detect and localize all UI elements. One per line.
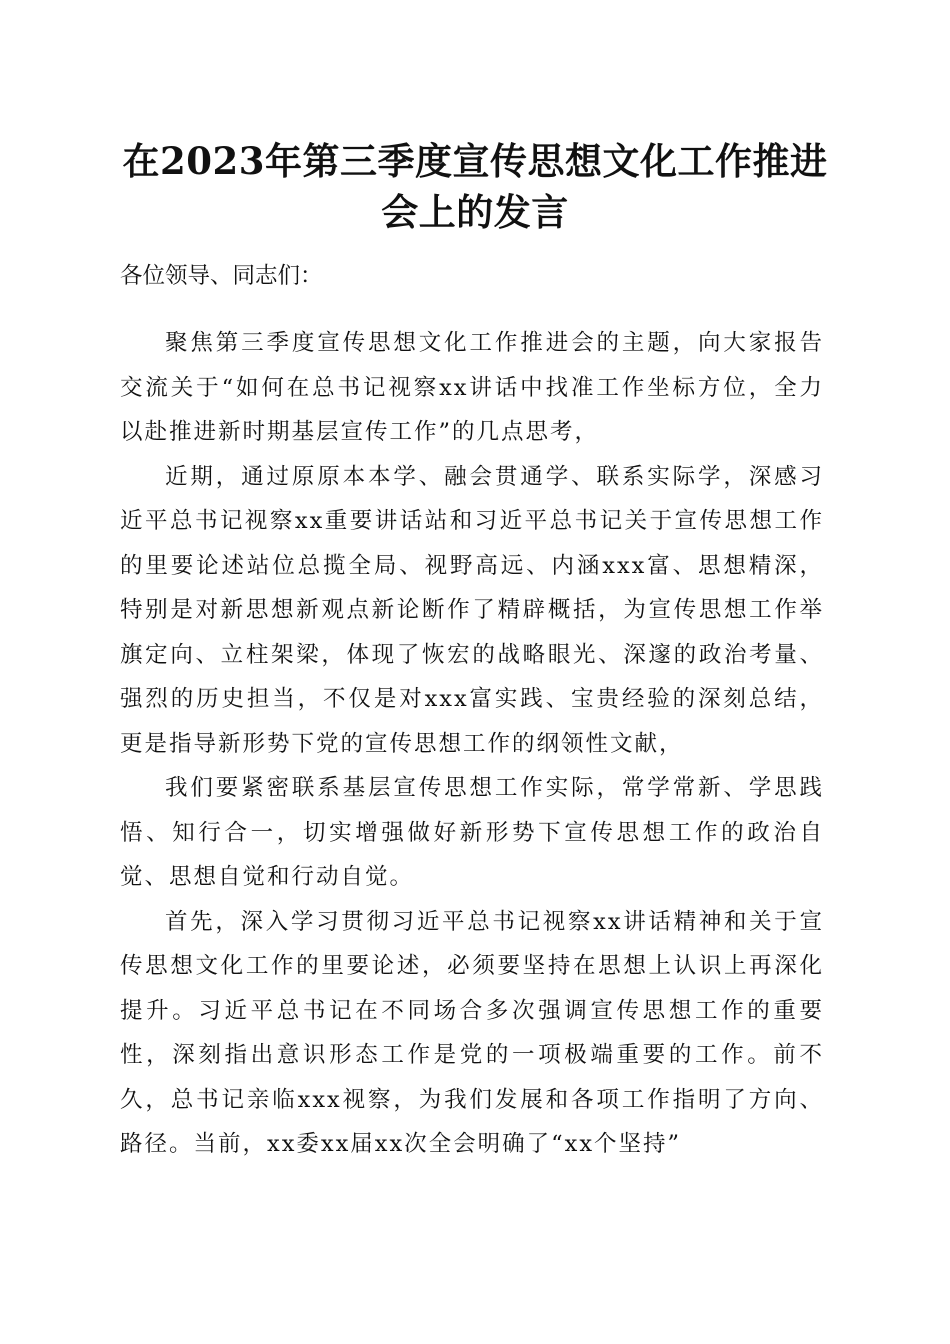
paragraph-3: 我们要紧密联系基层宣传思想工作实际，常学常新、学思践悟、知行合一，切实增强做好新形势下宣传思想工作的政治自觉、思想自觉和行动自觉。	[120, 775, 824, 890]
paragraph-4: 首先，深入学习贯彻习近平总书记视察xx讲话精神和关于宣传思想文化工作的里要论述，必须要坚持在思想上认识上再深化提升。习近平总书记在不同场合多次强调宣传思想工作的重要性，深刻指出意识形态工作是党的一项极端重要的工作。前不久，总书记亲临xxx视察，为我们发展和各项工作指明了方向、路径。当前，xx委xx届xx次全会明确了“xx个坚持”	[120, 908, 824, 1157]
document-body	[120, 321, 824, 1167]
salutation: 各位领导、同志们：	[120, 263, 323, 289]
paragraph-1: 聚焦第三季度宣传思想文化工作推进会的主题，向大家报告交流关于“如何在总书记视察xx讲话中找准工作坐标方位，全力以赴推进新时期基层宣传工作”的几点思考，	[120, 330, 824, 445]
document-title: 在2023年第三季度宣传思想文化工作推进会上的发言	[122, 139, 828, 234]
paragraph-2: 近期，通过原原本本学、融会贯通学、联系实际学，深感习近平总书记视察xx重要讲话站和习近平总书记关于宣传思想工作的里要论述站位总揽全局、视野高远、内涵xxx富、思想精深，特别是对新思想新观点新论断作了精辟概括，为宣传思想工作举旗定向、立柱架梁，体现了恢宏的战略眼光、深邃的政治考量、强烈的历史担当，不仅是对xxx富实践、宝贵经验的深刻总结，更是指导新形势下党的宣传思想工作的纲领性文献，	[120, 463, 824, 757]
